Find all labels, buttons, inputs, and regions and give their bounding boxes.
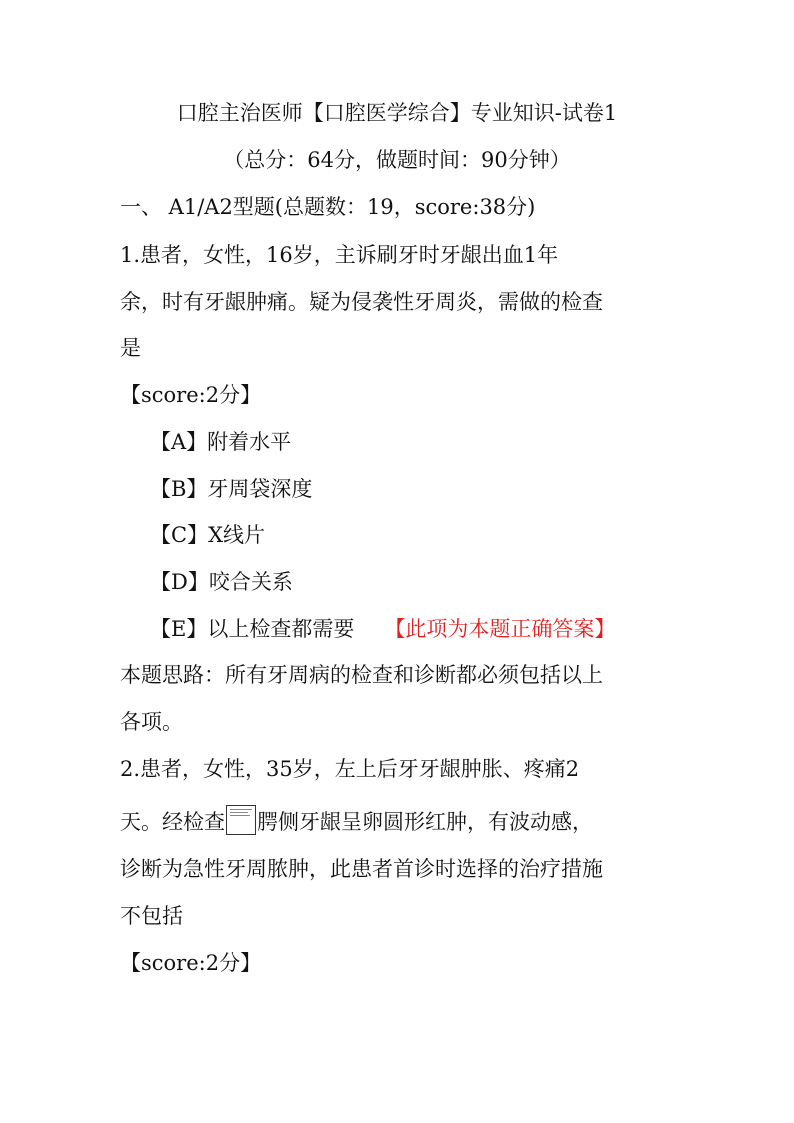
document-subtitle: （总分：64分，做题时间：90分钟）: [223, 148, 571, 172]
section-heading: 一、 A1/A2型题(总题数：19，score:38分): [120, 195, 536, 219]
q1-option-e-row: [150, 614, 710, 644]
q2-stem-line-3: 诊断为急性牙周脓肿，此患者首诊时选择的治疗措施: [120, 857, 603, 881]
document-title: 口腔主治医师【口腔医学综合】专业知识-试卷1: [176, 101, 618, 125]
inline-image-placeholder: [226, 805, 256, 835]
q2-score: 【score:2分】: [120, 951, 262, 975]
q1-option-a: 【A】附着水平: [150, 430, 292, 454]
q1-stem-line-3: 是: [120, 336, 141, 360]
q1-option-e: 【E】以上检查都需要: [150, 617, 355, 641]
q1-option-b: 【B】牙周袋深度: [150, 477, 313, 501]
q2-stem-line-2-before: 天。经检查: [120, 810, 225, 834]
q1-option-d: 【D】咬合关系: [150, 570, 293, 594]
q1-explanation-line-1: 本题思路：所有牙周病的检查和诊断都必须包括以上: [120, 663, 603, 687]
q1-explanation-line-2: 各项。: [120, 710, 183, 734]
q1-score: 【score:2分】: [120, 383, 262, 407]
correct-answer-tag: 【此项为本题正确答案】: [384, 617, 616, 641]
q2-stem-line-2: [120, 805, 680, 837]
q2-stem-line-2-after: 腭侧牙龈呈卵圆形红肿，有波动感，: [257, 810, 593, 834]
q2-stem-line-1: 2.患者，女性，35岁，左上后牙牙龈肿胀、疼痛2: [120, 757, 580, 781]
q2-stem-line-4: 不包括: [120, 904, 183, 928]
q1-stem-line-1: 1.患者，女性，16岁，主诉刷牙时牙龈出血1年: [120, 243, 559, 267]
q1-option-c: 【C】X线片: [150, 523, 266, 547]
q1-stem-line-2: 余，时有牙龈肿痛。疑为侵袭性牙周炎，需做的检查: [120, 290, 603, 314]
